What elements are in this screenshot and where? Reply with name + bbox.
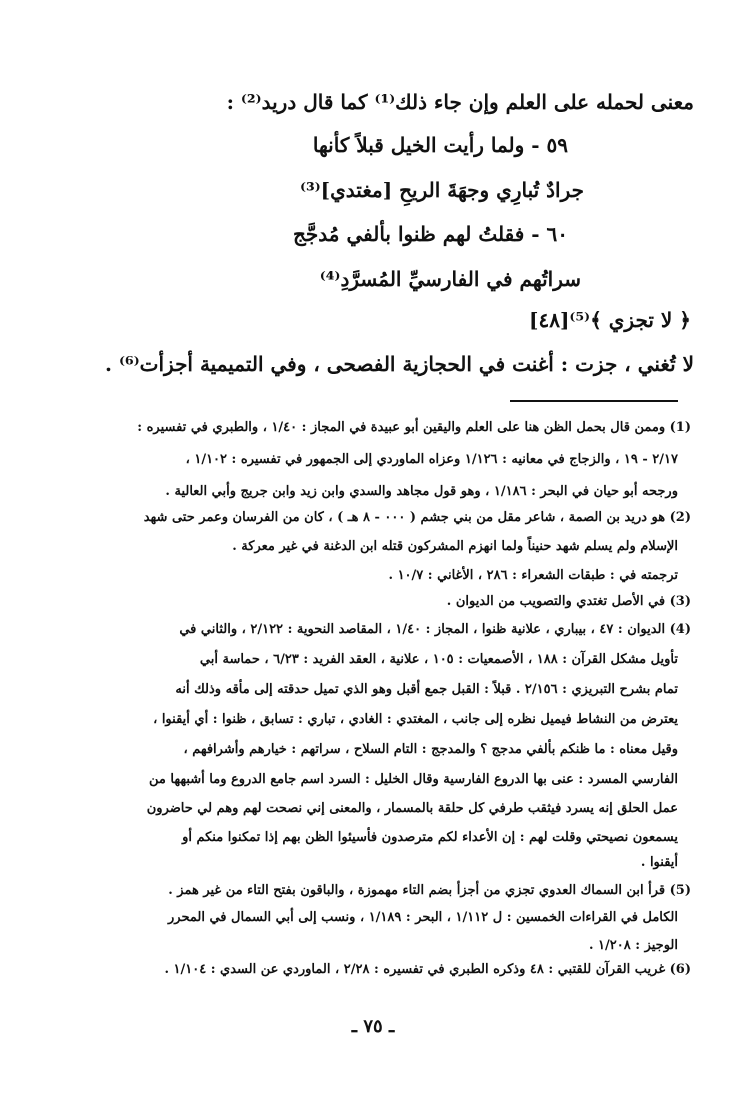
verse-60-second-hemistich: سراتُهم في الفارسيِّ المُسرَّدِ⁽⁴⁾ — [319, 267, 581, 291]
quran-word-heading: ﴿ لا تجزي ﴾⁽⁵⁾[٤٨] — [529, 308, 691, 332]
footnote-line: الإسلام ولم يسلم شهد حنيناً ولما انهزم المشركون قتله ابن الدغنة في غير معركة . — [232, 539, 678, 554]
footnote-line: (6) غريب القرآن للقتبي : ٤٨ وذكره الطبري في تفسيره : ٢/٢٨ ، الماوردي عن السدي : ١/١٠٤ . — [164, 962, 691, 977]
verse-59-first-hemistich: ٥٩ - ولما رأيت الخيل قبلاً كأنها — [312, 133, 568, 157]
footnote-line: (5) قرأ ابن السماك العدوي تجزي من أجزأ بضم التاء مهموزة ، والباقون بفتح التاء من غير همز . — [168, 883, 691, 898]
main-text-last-line: لا تُغني ، جزت : أغنت في الحجازية الفصحى ، وفي التميمية أجزأت⁽⁶⁾ . — [105, 352, 694, 376]
footnote-line: يسمعون نصيحتي وقلت لهم : إن الأعداء لكم مترصدون فأسيئوا الظن بهم إذا تمكنوا منكم أو — [182, 830, 678, 845]
footnote-line: (2) هو دريد بن الصمة ، شاعر مقل من بني جشم ( ٠٠٠ - ٨ هـ ) ، كان من الفرسان وعمر حتى شهد — [143, 510, 691, 525]
page-number: ـ ٧٥ ـ — [351, 1016, 395, 1037]
footnote-line: (3) في الأصل تغتدي والتصويب من الديوان . — [446, 594, 691, 609]
footnote-line: يعترض من النشاط فيميل نظره إلى جانب ، المغتدي : الغادي ، تباري : تسابق ، ظنوا : أي أيقنوا ، — [153, 712, 678, 727]
footnote-line: وقيل معناه : ما ظنكم بألفي مدجج ؟ والمدجج : التام السلاح ، سراتهم : خيارهم وأشرافهم ، — [183, 742, 678, 757]
footnote-line: عمل الحلق إنه يسرد فيثقب طرفي كل حلقة بالمسمار ، والمعنى إني نصحت لهم وهم لي حاضرون — [146, 801, 678, 816]
footnote-line: تمام بشرح التبريزي : ٢/١٥٦ . قبلاً : القبل جمع أقبل وهو الذي تميل حدقته إلى مأقه وذلك أنه — [175, 682, 678, 697]
footnote-line: الفارسي المسرد : عنى بها الدروع الفارسية وقال الخليل : السرد اسم جامع الدروع وما أشبهها من — [149, 772, 678, 787]
footnote-line: ترجمته في : طبقات الشعراء : ٢٨٦ ، الأغاني : ١٠/٧ . — [388, 568, 678, 583]
footnote-line: أيقنوا . — [640, 855, 678, 870]
footnote-line: تأويل مشكل القرآن : ١٨٨ ، الأصمعيات : ١٠٥ ، علانية ، العقد الفريد : ٦/٢٣ ، حماسة أبي — [199, 652, 678, 667]
main-text-line-1: معنى لحمله على العلم وإن جاء ذلك⁽¹⁾ كما قال دريد⁽²⁾ : — [226, 90, 694, 114]
footnote-line: الوجيز : ١/٢٠٨ . — [588, 938, 678, 953]
footnote-line: ورجحه أبو حيان في البحر : ١/١٨٦ ، وهو قول مجاهد والسدي وابن زيد وابن جريج وأبي العالية . — [165, 484, 678, 499]
footnote-line: ٢/١٧ - ١٩ ، والزجاج في معانيه : ١/١٢٦ وعزاه الماوردي إلى الجمهور في تفسيره : ١/١٠٢ ، — [185, 452, 678, 467]
footnote-separator — [510, 400, 678, 402]
verse-60-first-hemistich: ٦٠ - فقلتُ لهم ظنوا بألفي مُدجَّج — [293, 222, 568, 246]
verse-59-second-hemistich: جرادٌ تُبارِي وجهَةَ الريحِ [مغتدي]⁽³⁾ — [299, 178, 584, 202]
footnote-line: الكامل في القراءات الخمسين : ل ١/١١٢ ، البحر : ١/١٨٩ ، ونسب إلى أبي السمال في المحرر — [168, 910, 678, 925]
footnote-line: (1) وممن قال بحمل الظن هنا على العلم واليقين أبو عبيدة في المجاز : ١/٤٠ ، والطبري في تفسيره : — [137, 420, 691, 435]
footnote-line: (4) الديوان : ٤٧ ، بيباري ، علانية ظنوا ، المجاز : ١/٤٠ ، المقاصد النحوية : ٢/١٢٢ ، والثاني في — [179, 622, 691, 637]
